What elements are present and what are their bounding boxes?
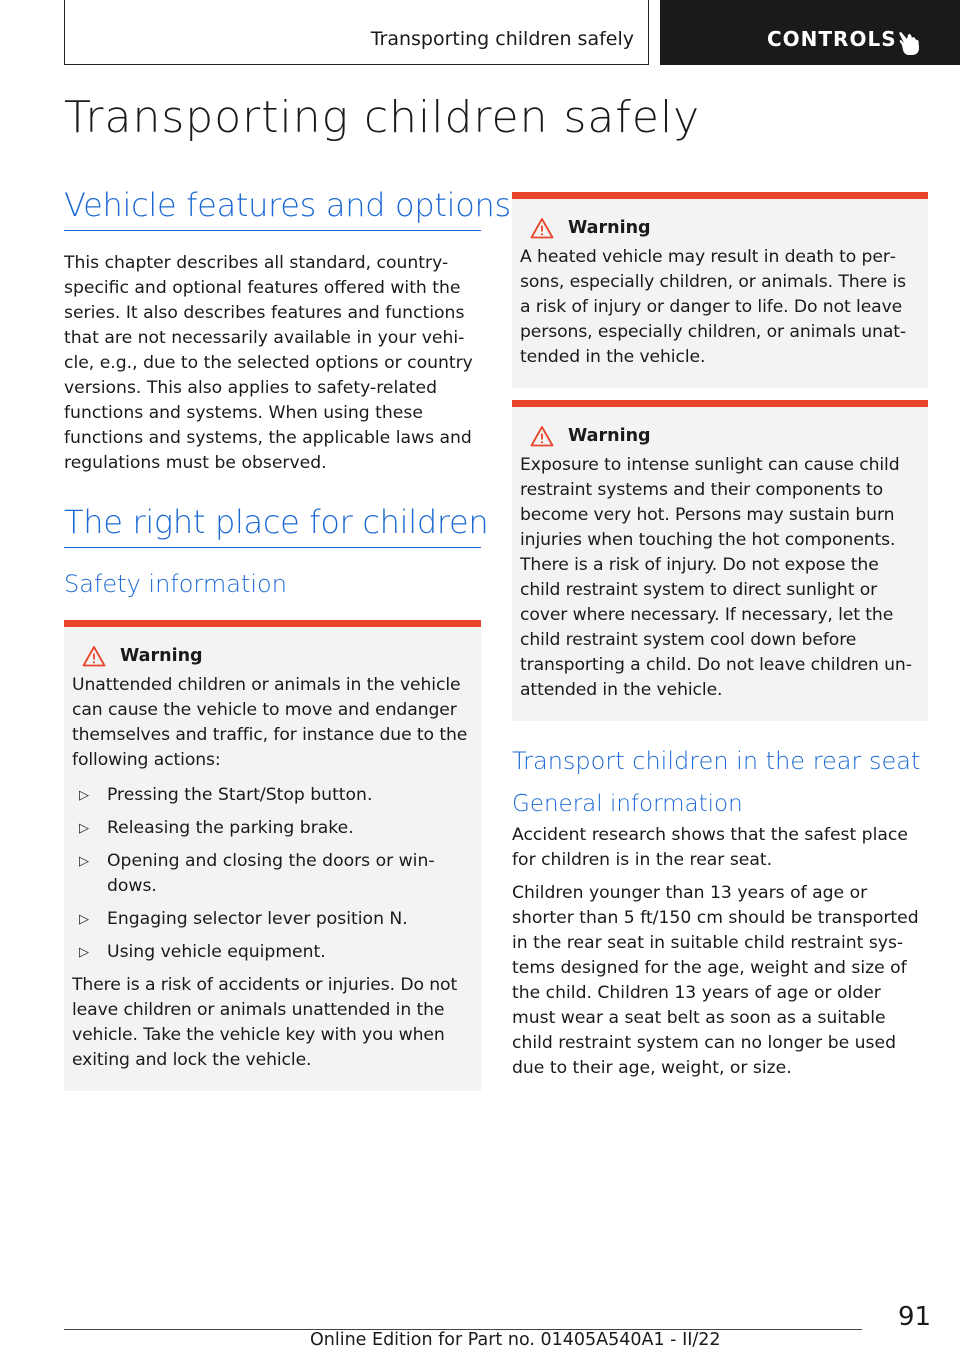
warning-header bbox=[520, 425, 920, 447]
bullet-triangle-icon: ▷ bbox=[79, 788, 89, 803]
warning-label: Warning bbox=[568, 218, 651, 238]
warning-box-sunlight bbox=[512, 400, 928, 721]
warning-box-heated-vehicle bbox=[512, 192, 928, 388]
heading-safety-information: Safety information bbox=[64, 570, 287, 598]
hand-pointer-icon bbox=[898, 30, 920, 56]
warning-label: Warning bbox=[568, 426, 651, 446]
warning-label: Warning bbox=[120, 646, 203, 666]
list-item: ▷ Releasing the parking brake. bbox=[72, 816, 473, 841]
warning-triangle-icon bbox=[530, 425, 554, 447]
footer-edition: Online Edition for Part no. 01405A540A1 - II/22 bbox=[310, 1330, 721, 1350]
list-item: ▷ Engaging selector lever position N. bbox=[72, 907, 473, 932]
left-column bbox=[64, 186, 511, 1091]
heading-vehicle-features: Vehicle features and options bbox=[64, 186, 481, 231]
warning-triangle-icon bbox=[530, 217, 554, 239]
paragraph-age-requirements: Children younger than 13 years of age or shorter than 5 ft/150 cm should be transported in the rear seat in suitable child restraint systems designed for the age, weight and size of the child. Children 13 years of age or older must wear a seat belt as soon as a suitable child restraint system can no longer be used due to their age, weight, or size. bbox=[512, 883, 919, 1078]
bullet-triangle-icon: ▷ bbox=[79, 854, 89, 869]
chapter-label: CONTROLS bbox=[767, 27, 897, 51]
warning-header bbox=[72, 645, 473, 667]
bullet-triangle-icon: ▷ bbox=[79, 945, 89, 960]
chapter-tab bbox=[660, 0, 960, 65]
warning-text: A heated vehicle may result in death to persons, especially children, or animals. There is a risk of injury or danger to life. Do not leave persons, especially children, or animals unattended in the vehicle. bbox=[520, 247, 907, 367]
list-item: ▷ Opening and closing the doors or windows. bbox=[79, 851, 435, 896]
page-title: Transporting children safely bbox=[64, 92, 701, 143]
warning-outro: There is a risk of accidents or injuries. Do not leave children or animals unattended in the vehicle. Take the vehicle key with you when exiting and lock the vehicle. bbox=[72, 975, 458, 1070]
heading-right-place: The right place for children bbox=[64, 503, 481, 548]
heading-rear-seat: Transport children in the rear seat bbox=[512, 747, 921, 775]
action-list bbox=[72, 783, 473, 965]
running-header bbox=[64, 0, 649, 65]
warning-triangle-icon bbox=[82, 645, 106, 667]
heading-general-information: General information bbox=[512, 791, 743, 817]
bullet-triangle-icon: ▷ bbox=[79, 821, 89, 836]
warning-intro: Unattended children or animals in the vehicle can cause the vehicle to move and endanger themselves and traffic, for instance due to the following actions: bbox=[72, 675, 468, 770]
warning-box-unattended bbox=[64, 620, 481, 1091]
paragraph-safest-place: Accident research shows that the safest place for children is in the rear seat. bbox=[512, 825, 908, 870]
list-item: ▷ Pressing the Start/Stop button. bbox=[72, 783, 473, 808]
right-column bbox=[512, 192, 928, 1081]
warning-header bbox=[520, 217, 920, 239]
warning-text: Exposure to intense sunlight can cause child restraint systems and their components to become very hot. Persons may sustain burn injuries when touching the hot components. There is a risk of injury. Do not expose the child restraint system to direct sunlight or cover where necessary. If necessary, let the child restraint system cool down before transporting a child. Do not leave children unattended in the vehicle. bbox=[520, 455, 912, 700]
list-item: ▷ Using vehicle equipment. bbox=[72, 940, 473, 965]
features-paragraph: This chapter describes all standard, country-specific and optional features offered with the series. It also describes features and functions that are not necessarily available in your vehicle, e.g., due to the selected options or country versions. This also applies to safety-related functions and systems. When using these functions and systems, the applicable laws and regulations must be observed. bbox=[64, 253, 473, 473]
bullet-triangle-icon: ▷ bbox=[79, 912, 89, 927]
running-header-title: Transporting children safely bbox=[370, 28, 634, 50]
page-number: 91 bbox=[898, 1302, 932, 1332]
